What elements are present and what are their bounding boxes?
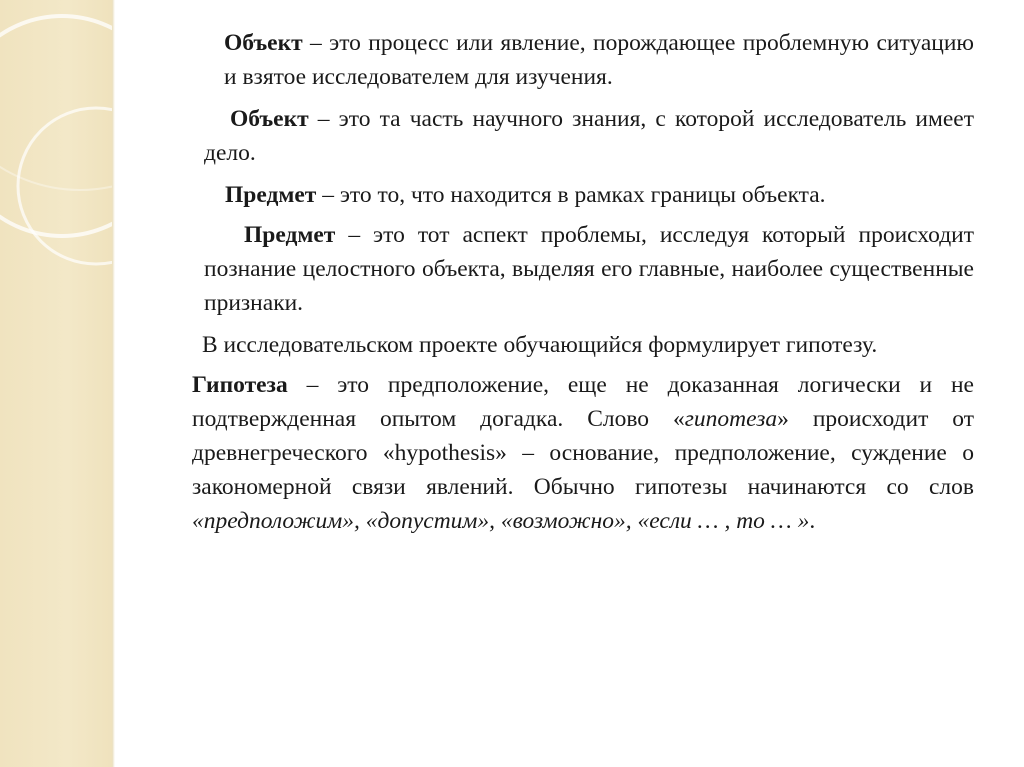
paragraph-hypothesis-definition — [192, 368, 974, 538]
term-subject: Предмет — [225, 182, 317, 208]
term-object: Объект — [230, 106, 309, 132]
term-object: Объект — [224, 30, 303, 56]
paragraph-subject-definition-1 — [192, 178, 974, 212]
paragraph-text: – это предположение, еще не доказанная логически и не подтвержденная опытом догадка. Слово « — [192, 372, 974, 432]
paragraph-hypothesis-intro — [192, 328, 974, 362]
decorative-side-band — [0, 0, 112, 767]
paragraph-object-definition-2 — [192, 102, 974, 170]
italic-phrases: «предположим», «допустим», «возможно», «если … , то … » — [192, 508, 810, 534]
paragraph-subject-definition-2 — [192, 218, 974, 320]
paragraph-text: » происходит от древнегреческого «hypothesis» – основание, предположение, суждение о закономерной связи явлений. Обычно гипотезы начинаются со слов — [192, 406, 974, 500]
paragraph-text: – это та часть научного знания, с которой исследователь имеет дело. — [204, 106, 974, 166]
decorative-circles-graphic — [0, 0, 112, 767]
term-subject: Предмет — [244, 222, 336, 248]
paragraph-object-definition-1 — [192, 26, 974, 94]
paragraph-text: В исследовательском проекте обучающийся формулирует гипотезу. — [202, 332, 878, 358]
paragraph-text: – это то, что находится в рамках границы объекта. — [316, 182, 826, 208]
italic-word: гипотеза — [684, 406, 778, 432]
slide-body — [192, 22, 974, 538]
term-hypothesis: Гипотеза — [192, 372, 288, 398]
paragraph-text: – это тот аспект проблемы, исследуя который происходит познание целостного объекта, выделяя его главные, наиболее существенные признаки. — [204, 222, 974, 316]
paragraph-text: . — [809, 508, 816, 534]
side-band-edge — [112, 0, 115, 767]
paragraph-text: – это процесс или явление, порождающее проблемную ситуацию и взятое исследователем для изучения. — [224, 30, 974, 90]
